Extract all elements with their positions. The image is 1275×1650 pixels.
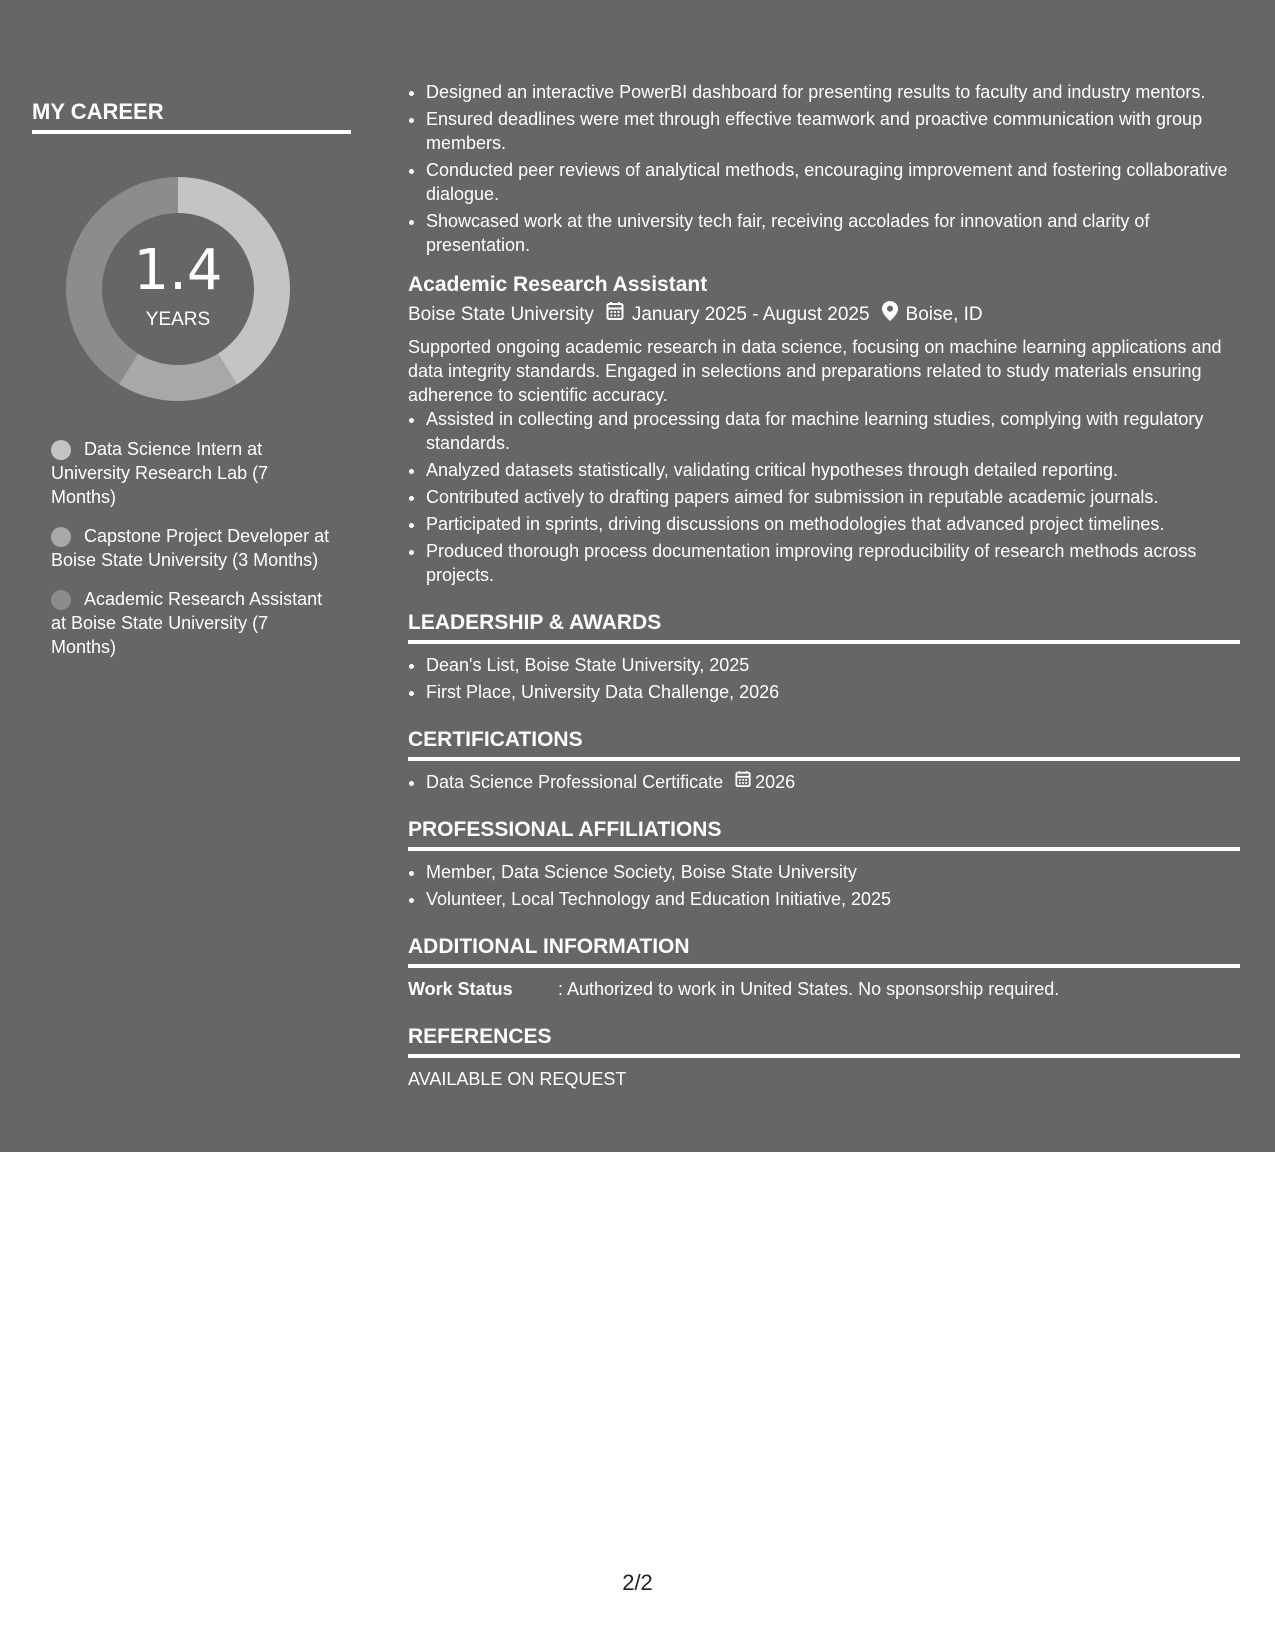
affiliation-item: • Member, Data Science Society, Boise State University [426, 860, 1240, 884]
job-meta [408, 301, 1240, 329]
certifications-heading: CERTIFICATIONS [408, 726, 1240, 761]
job-company: Boise State University [408, 304, 594, 325]
map-pin-icon [882, 301, 898, 329]
job-bullets [408, 407, 1240, 587]
bullet-item: • Participated in sprints, driving discussions on methodologies that advanced project timelines. [426, 512, 1240, 536]
career-sidebar [32, 98, 351, 657]
career-legend-label: Data Science Intern at University Research Lab (7 Months) [51, 439, 269, 507]
references-heading: REFERENCES [408, 1023, 1240, 1058]
career-heading: MY CAREER [32, 98, 351, 134]
references-text: AVAILABLE ON REQUEST [408, 1069, 627, 1089]
calendar-icon [606, 301, 624, 329]
legend-dot-icon [51, 527, 71, 547]
bullet-item: • Contributed actively to drafting papers aimed for submission in reputable academic journals. [426, 485, 1240, 509]
legend-dot-icon [51, 440, 71, 460]
work-status-label: Work Status [408, 979, 513, 999]
bullet-item: • Designed an interactive PowerBI dashboard for presenting results to faculty and industry mentors. [426, 80, 1240, 104]
career-legend-item [51, 437, 336, 509]
certification-year: 2026 [755, 772, 796, 792]
career-legend-label: Capstone Project Developer at Boise State University (3 Months) [51, 526, 330, 570]
work-status-value: : Authorized to work in United States. No sponsorship required. [558, 979, 1060, 999]
additional-info-heading: ADDITIONAL INFORMATION [408, 933, 1240, 968]
page-number: 2/2 [622, 1570, 653, 1595]
bullet-item: • Showcased work at the university tech fair, receiving accolades for innovation and clarity of presentation. [426, 209, 1240, 257]
calendar-icon [735, 770, 751, 794]
career-total-unit: YEARS [145, 309, 211, 330]
certification-item [426, 770, 1240, 794]
donut-segment [119, 354, 237, 401]
leadership-heading: LEADERSHIP & AWARDS [408, 609, 1240, 644]
affiliations-section [408, 860, 1240, 911]
career-donut-chart [66, 177, 290, 401]
job-title: Academic Research Assistant [408, 273, 708, 296]
references-section [408, 1067, 1240, 1091]
award-item: • First Place, University Data Challenge, 2026 [426, 680, 1240, 704]
bullet-item: • Analyzed datasets statistically, validating critical hypotheses through detailed reporting. [426, 458, 1240, 482]
legend-dot-icon [51, 590, 71, 610]
career-total-value: 1.4 [133, 238, 223, 303]
career-legend [51, 437, 336, 674]
affiliation-item: • Volunteer, Local Technology and Education Initiative, 2025 [426, 887, 1240, 911]
bullet-item: • Ensured deadlines were met through effective teamwork and proactive communication with group members. [426, 107, 1240, 155]
affiliations-heading: PROFESSIONAL AFFILIATIONS [408, 816, 1240, 851]
additional-info-section [408, 977, 1240, 1001]
career-legend-item [51, 587, 336, 659]
previous-job-bullets [408, 80, 1240, 257]
award-item: • Dean's List, Boise State University, 2025 [426, 653, 1240, 677]
certification-name: • Data Science Professional Certificate [426, 772, 724, 792]
certifications-section [408, 770, 1240, 794]
bullet-item: • Produced thorough process documentation improving reproducibility of research methods across projects. [426, 539, 1240, 587]
job-description: Supported ongoing academic research in data science, focusing on machine learning applications and data integrity standards. Engaged in selections and preparations related to study materials ensuring adherence to scientific accuracy. [408, 337, 1222, 405]
career-legend-item [51, 524, 336, 572]
career-legend-label: Academic Research Assistant at Boise State University (7 Months) [51, 589, 323, 657]
bullet-item: • Conducted peer reviews of analytical methods, encouraging improvement and fostering collaborative dialogue. [426, 158, 1240, 206]
bullet-item: • Assisted in collecting and processing data for machine learning studies, complying with regulatory standards. [426, 407, 1240, 455]
main-content [408, 80, 1240, 1091]
job-location: Boise, ID [905, 304, 983, 325]
leadership-section [408, 653, 1240, 704]
job-dates: January 2025 - August 2025 [631, 304, 870, 325]
